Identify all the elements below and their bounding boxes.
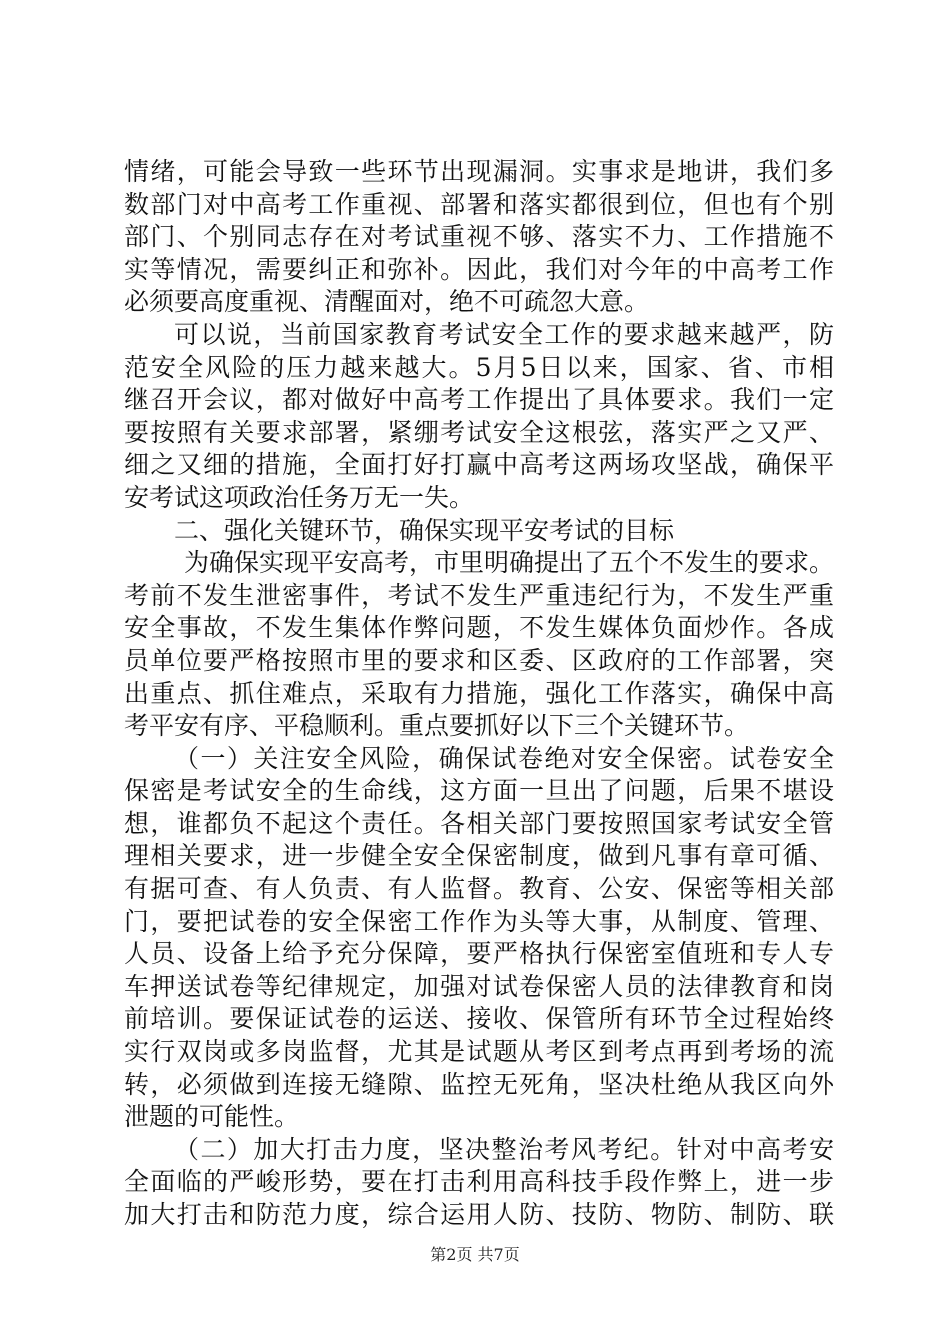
text-line: 情绪，可能会导致一些环节出现漏洞。实事求是地讲，我们多 bbox=[124, 157, 834, 186]
text-line: 想，谁都负不起这个责任。各相关部门要按照国家考试安全管 bbox=[124, 808, 834, 838]
document-body bbox=[124, 156, 834, 1232]
text-line: 实行双岗或多岗监督，尤其是试题从考区到考点再到考场的流 bbox=[124, 1037, 834, 1067]
text-line: 全面临的严峻形势，要在打击利用高科技手段作弊上，进一步 bbox=[124, 1167, 834, 1197]
text-line: 范安全风险的压力越来越大。5月5日以来，国家、省、市相 bbox=[124, 352, 834, 382]
text-line: 继召开会议，都对做好中高考工作提出了具体要求。我们一定 bbox=[124, 385, 834, 415]
text-line: 门，要把试卷的安全保密工作作为头等大事，从制度、管理、 bbox=[124, 906, 834, 936]
text-line: 实等情况，需要纠正和弥补。因此，我们对今年的中高考工作 bbox=[124, 254, 834, 284]
text-line: 理相关要求，进一步健全安全保密制度，做到凡事有章可循、 bbox=[124, 841, 834, 871]
text-line: 人员、设备上给予充分保障，要严格执行保密室值班和专人专 bbox=[124, 939, 834, 969]
text-line: 前培训。要保证试卷的运送、接收、保管所有环节全过程始终 bbox=[124, 1004, 834, 1034]
text-line: 部门、个别同志存在对考试重视不够、落实不力、工作措施不 bbox=[124, 222, 834, 252]
paragraph-first-line: 为确保实现平安高考，市里明确提出了五个不发生的要求。 bbox=[184, 548, 835, 578]
section-heading: 二、强化关键环节，确保实现平安考试的目标 bbox=[174, 515, 675, 545]
text-line: 考平安有序、平稳顺利。重点要抓好以下三个关键环节。 bbox=[124, 711, 750, 741]
page-number-footer: 第2页 共7页 bbox=[430, 1245, 520, 1264]
text-line: 出重点、抓住难点，采取有力措施，强化工作落实，确保中高 bbox=[124, 678, 834, 708]
text-line: 细之又细的措施，全面打好打赢中高考这两场攻坚战，确保平 bbox=[124, 450, 834, 480]
text-line: 考前不发生泄密事件，考试不发生严重违纪行为，不发生严重 bbox=[124, 580, 834, 610]
text-line: 加大打击和防范力度，综合运用人防、技防、物防、制防、联 bbox=[124, 1200, 834, 1229]
text-line: 转，必须做到连接无缝隙、监控无死角，坚决杜绝从我区向外 bbox=[124, 1069, 834, 1099]
text-line: 数部门对中高考工作重视、部署和落实都很到位，但也有个别 bbox=[124, 189, 834, 219]
text-line: 泄题的可能性。 bbox=[124, 1102, 300, 1132]
text-line: 员单位要严格按照市里的要求和区委、区政府的工作部署，突 bbox=[124, 645, 834, 675]
paragraph-first-line: （二）加大打击力度，坚决整治考风考纪。针对中高考安 bbox=[174, 1134, 834, 1164]
paragraph-first-line: 可以说，当前国家教育考试安全工作的要求越来越严，防 bbox=[174, 319, 834, 349]
text-line: 安全事故，不发生集体作弊问题，不发生媒体负面炒作。各成 bbox=[124, 613, 834, 643]
paragraph-first-line: （一）关注安全风险，确保试卷绝对安全保密。试卷安全 bbox=[174, 743, 834, 773]
text-line: 必须要高度重视、清醒面对，绝不可疏忽大意。 bbox=[124, 287, 650, 317]
text-line: 安考试这项政治任务万无一失。 bbox=[124, 482, 475, 512]
text-line: 有据可查、有人负责、有人监督。教育、公安、保密等相关部 bbox=[124, 874, 834, 904]
text-line: 保密是考试安全的生命线，这方面一旦出了问题，后果不堪设 bbox=[124, 776, 834, 806]
text-line: 要按照有关要求部署，紧绷考试安全这根弦，落实严之又严、 bbox=[124, 417, 834, 447]
text-line: 车押送试卷等纪律规定，加强对试卷保密人员的法律教育和岗 bbox=[124, 971, 834, 1001]
